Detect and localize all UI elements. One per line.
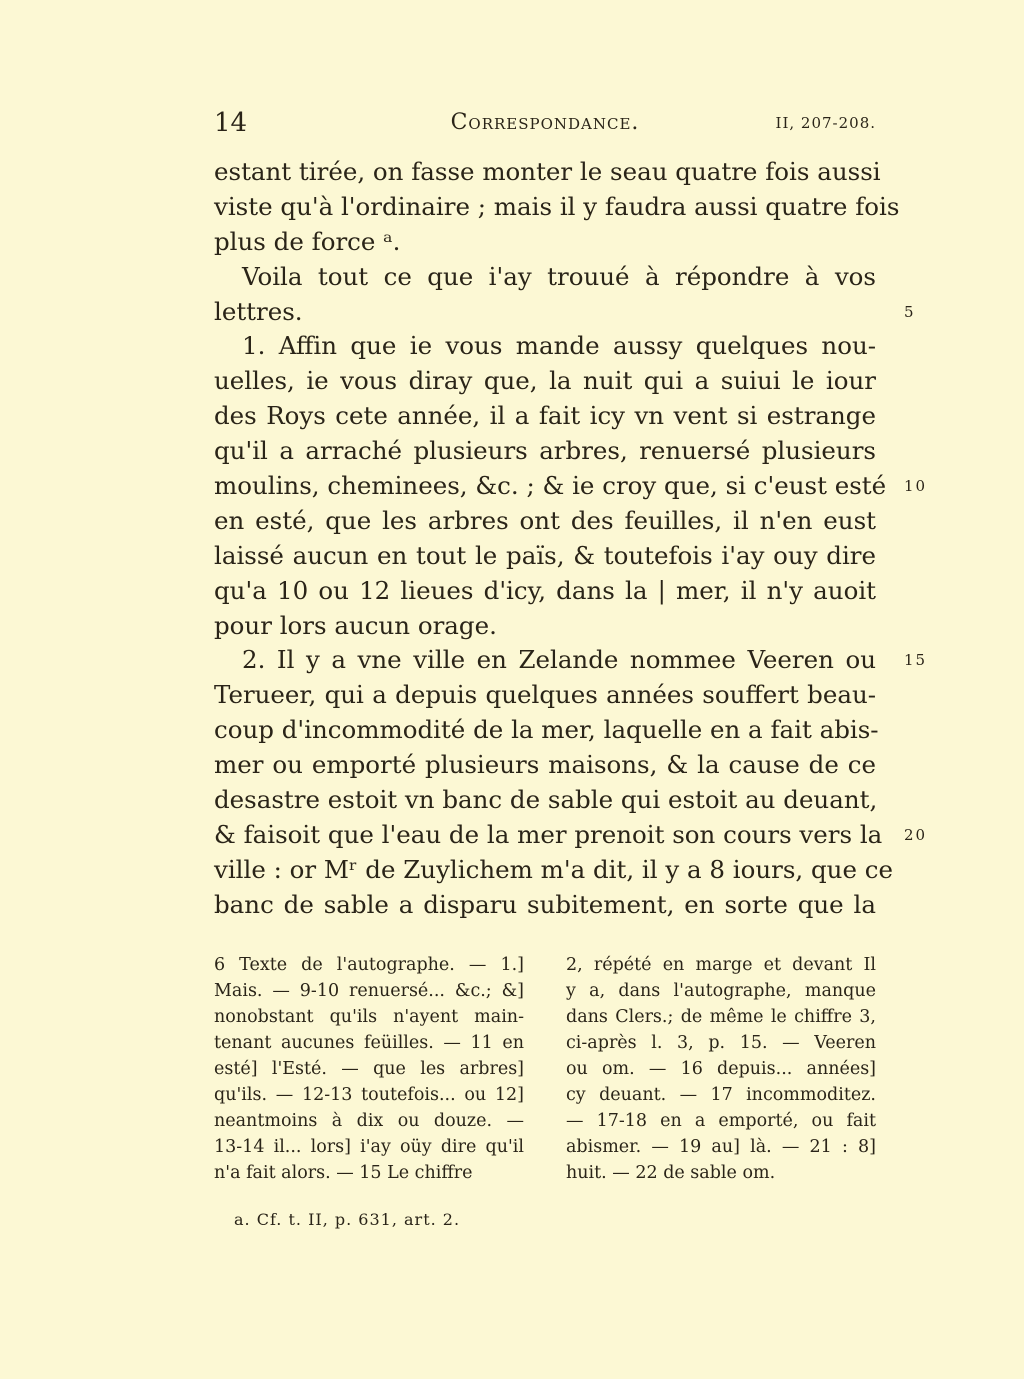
text-line bbox=[214, 469, 928, 504]
notes-right-column bbox=[566, 952, 876, 1186]
page-header bbox=[214, 108, 876, 142]
note-line: neantmoins à dix ou douze. — bbox=[214, 1111, 524, 1131]
text-line bbox=[214, 643, 928, 678]
note-line: 2, répété en marge et devant Il bbox=[566, 955, 876, 975]
note-line: esté] l'Esté. — que les arbres] bbox=[214, 1059, 524, 1079]
note-line: Mais. — 9-10 renuersé... &c.; &] bbox=[214, 981, 524, 1001]
note-line: ou om. — 16 depuis... années] bbox=[566, 1059, 876, 1079]
text-line bbox=[214, 713, 879, 748]
text-line-content: qu'a 10 ou 12 lieues d'icy, dans la | mer, il n'y auoit bbox=[214, 575, 876, 605]
text-line bbox=[214, 818, 928, 853]
text-line-content: banc de sable a disparu subitement, en sorte que la bbox=[214, 889, 876, 919]
note-line: abismer. — 19 au] là. — 21 : 8] bbox=[566, 1137, 876, 1157]
text-line-content: desastre estoit vn banc de sable qui estoit au deuant, bbox=[214, 785, 878, 815]
text-line-content: 2. Il y a vne ville en Zelande nommee Veeren ou bbox=[242, 645, 876, 675]
note-line: y a, dans l'autographe, manque bbox=[566, 981, 876, 1001]
note-line: n'a fait alors. — 15 Le chiffre bbox=[214, 1163, 473, 1183]
text-line bbox=[214, 853, 893, 888]
note-line: 6 Texte de l'autographe. — 1.] bbox=[214, 955, 524, 975]
footnote: a. Cf. t. II, p. 631, art. 2. bbox=[234, 1210, 461, 1229]
running-title: Correspondance. bbox=[450, 110, 640, 135]
text-line-content: estant tirée, on fasse monter le seau quatre fois aussi bbox=[214, 157, 881, 186]
text-line-content: moulins, cheminees, &c. ; & ie croy que, si c'eust esté bbox=[214, 471, 887, 501]
note-line: ci-après l. 3, p. 15. — Veeren bbox=[566, 1033, 876, 1053]
note-line: — 17-18 en a emporté, ou fait bbox=[566, 1111, 876, 1131]
text-line bbox=[214, 295, 916, 330]
text-line bbox=[214, 678, 876, 713]
note-line: nonobstant qu'ils n'ayent main- bbox=[214, 1007, 524, 1027]
text-line bbox=[214, 748, 876, 783]
note-line: cy deuant. — 17 incommoditez. bbox=[566, 1085, 876, 1105]
notes-left-column bbox=[214, 952, 524, 1186]
text-line bbox=[214, 609, 876, 644]
page-number: 14 bbox=[214, 108, 248, 138]
text-line bbox=[214, 504, 876, 539]
text-line bbox=[214, 260, 876, 295]
note-line: tenant aucunes feüilles. — 11 en bbox=[214, 1033, 524, 1053]
text-line bbox=[214, 190, 900, 225]
text-line bbox=[214, 888, 876, 923]
text-line bbox=[214, 399, 876, 434]
text-line bbox=[214, 329, 876, 364]
text-line bbox=[214, 574, 876, 609]
line-number: 15 bbox=[904, 651, 928, 670]
text-line-content: pour lors aucun orage. bbox=[214, 610, 497, 640]
note-line: qu'ils. — 12-13 toutefois... ou 12] bbox=[214, 1085, 524, 1105]
text-line bbox=[214, 539, 876, 574]
text-line-content: & faisoit que l'eau de la mer prenoit son cours vers la bbox=[214, 819, 883, 849]
line-number: 20 bbox=[904, 825, 928, 844]
text-line bbox=[214, 155, 881, 190]
text-line-content: uelles, ie vous diray que, la nuit qui a suiui le iour bbox=[214, 366, 876, 396]
text-line-content: laissé aucun en tout le païs, & toutefois i'ay ouy dire bbox=[214, 540, 876, 570]
text-line-content: des Roys cete année, il a fait icy vn vent si estrange bbox=[214, 401, 876, 431]
note-line: 13-14 il... lors] i'ay oüy dire qu'il bbox=[214, 1137, 524, 1157]
text-line-content: mer ou emporté plusieurs maisons, & la cause de ce bbox=[214, 750, 876, 780]
line-number: 10 bbox=[904, 477, 928, 496]
text-line-content: en esté, que les arbres ont des feuilles, il n'en eust bbox=[214, 505, 876, 535]
page-reference: II, 207-208. bbox=[775, 114, 876, 132]
text-line-content: lettres. bbox=[214, 296, 303, 326]
text-line-content: plus de force ᵃ. bbox=[214, 226, 401, 256]
text-line bbox=[214, 434, 876, 469]
text-line-content: viste qu'à l'ordinaire ; mais il y faudra aussi quatre fois bbox=[214, 191, 900, 221]
text-line-content: Voila tout ce que i'ay trouué à répondre à vos bbox=[242, 261, 876, 291]
text-line bbox=[214, 783, 876, 818]
text-line-content: qu'il a arraché plusieurs arbres, renuersé plusieurs bbox=[214, 436, 876, 466]
text-line-content: 1. Affin que ie vous mande aussy quelques nou- bbox=[242, 331, 876, 361]
text-line bbox=[214, 364, 876, 399]
text-line-content: Terueer, qui a depuis quelques années souffert beau- bbox=[214, 680, 876, 710]
note-line: huit. — 22 de sable om. bbox=[566, 1163, 776, 1183]
main-text bbox=[214, 155, 928, 923]
line-number: 5 bbox=[904, 302, 916, 321]
text-line bbox=[214, 225, 876, 260]
note-line: dans Clers.; de même le chiffre 3, bbox=[566, 1007, 876, 1027]
text-line-content: ville : or Mʳ de Zuylichem m'a dit, il y a 8 iours, que ce bbox=[214, 854, 893, 884]
text-line-content: coup d'incommodité de la mer, laquelle en a fait abis- bbox=[214, 715, 879, 745]
